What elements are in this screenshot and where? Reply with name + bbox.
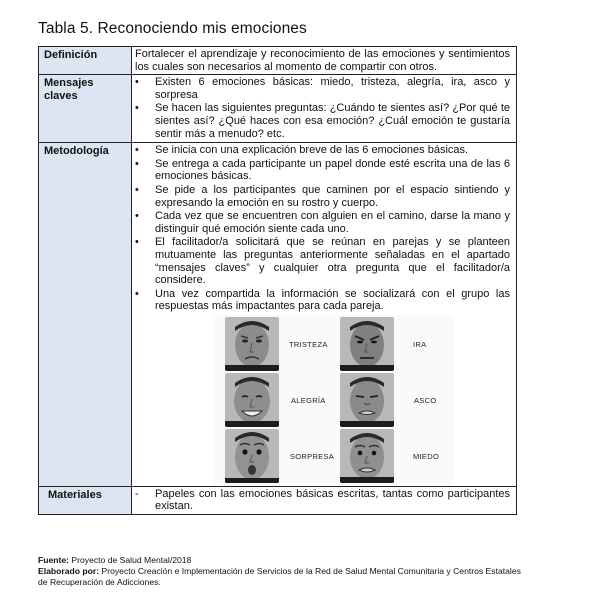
materiales-text: Papeles con las emociones básicas escritas, tantas como participantes existan. bbox=[155, 487, 510, 513]
row-materiales bbox=[39, 486, 517, 514]
label-mensajes-claves: Mensajes claves bbox=[39, 75, 132, 143]
emotion-label-tristeza: TRISTEZA bbox=[289, 339, 328, 349]
row-metodologia bbox=[39, 143, 517, 487]
emotion-label-asco: ASCO bbox=[414, 395, 437, 405]
activity-table bbox=[38, 46, 517, 515]
emotion-label-ira: IRA bbox=[413, 339, 427, 349]
bullet-mark: • bbox=[135, 183, 139, 196]
author-label: Elaborado por: bbox=[38, 566, 100, 576]
label-definicion: Definición bbox=[39, 47, 132, 75]
face-photo-miedo bbox=[340, 429, 394, 483]
materiales-cell bbox=[132, 486, 517, 514]
row-definicion bbox=[39, 47, 517, 75]
table-footer bbox=[38, 555, 528, 588]
list-item bbox=[135, 102, 510, 140]
list-item-text: Se pide a los participantes que caminen por el espacio sintiendo y expresando la emoción en su rostro y cuerpo. bbox=[155, 183, 510, 209]
list-item bbox=[135, 158, 510, 183]
label-metodologia: Metodología bbox=[39, 143, 132, 487]
metodologia-list bbox=[135, 144, 510, 313]
source-text: Proyecto de Salud Mental/2018 bbox=[69, 555, 192, 565]
bullet-mark: • bbox=[135, 102, 139, 115]
bullet-mark: • bbox=[135, 76, 139, 89]
list-item-text: Una vez compartida la información se socializará con el grupo las respuestas más impactantes para cada pareja. bbox=[155, 287, 510, 313]
list-item-text: Cada vez que se encuentren con alguien en el camino, darse la mano y distinguir qué emoción siente cada uno. bbox=[155, 210, 510, 235]
list-item-text: Se hacen las siguientes preguntas: ¿Cuándo te sientes así? ¿Por qué te sientes así? ¿Qué haces con esa emoción? ¿Cuál emoción te gustaría sentir más a menudo? etc. bbox=[155, 102, 510, 140]
metodologia-cell bbox=[132, 143, 517, 487]
bullet-mark: • bbox=[135, 287, 139, 300]
emotion-label-sorpresa: SORPRESA bbox=[290, 451, 335, 461]
materiales-item bbox=[135, 488, 510, 513]
list-item bbox=[135, 288, 510, 313]
emotion-label-alegria: ALEGRÍA bbox=[291, 395, 326, 405]
mensajes-claves-cell bbox=[132, 75, 517, 143]
list-item-text: Se entrega a cada participante un papel donde esté escrita una de las 6 emociones básicas. bbox=[155, 157, 510, 183]
list-item bbox=[135, 76, 510, 101]
list-item bbox=[135, 210, 510, 235]
emotion-faces-figure bbox=[213, 315, 453, 485]
source-line bbox=[38, 555, 528, 566]
table-caption: Tabla 5. Reconociendo mis emociones bbox=[38, 20, 307, 37]
bullet-mark: • bbox=[135, 236, 139, 249]
bullet-mark: • bbox=[135, 210, 139, 223]
list-item bbox=[135, 184, 510, 209]
definicion-text: Fortalecer el aprendizaje y reconocimiento de las emociones y sentimientos los cuales son necesarios al momento de compartir con otros. bbox=[132, 47, 517, 75]
list-item-text: El facilitador/a solicitará que se reúnan en parejas y se planteen mutuamente las preguntas anteriormente señaladas en el apartado “mensajes claves” y cualquier otra pregunta que el facilitador/a considere. bbox=[155, 236, 510, 287]
emotion-label-miedo: MIEDO bbox=[413, 451, 440, 461]
bullet-mark: • bbox=[135, 144, 139, 157]
author-line bbox=[38, 566, 528, 588]
list-item bbox=[135, 144, 510, 157]
mensajes-list bbox=[135, 76, 510, 140]
list-item bbox=[135, 236, 510, 286]
list-item-text: Existen 6 emociones básicas: miedo, tristeza, alegría, ira, asco y sorpresa bbox=[155, 76, 510, 101]
face-photo-sorpresa bbox=[225, 429, 279, 483]
face-photo-tristeza bbox=[225, 317, 279, 371]
list-item-text: Se inicia con una explicación breve de las 6 emociones básicas. bbox=[155, 144, 469, 157]
label-materiales: Materiales bbox=[39, 486, 132, 514]
face-photo-alegria bbox=[225, 373, 279, 427]
author-text: Proyecto Creación e Implementación de Servicios de la Red de Salud Mental Comunitaria y Centros Estatales de Recuperación de Adicciones. bbox=[38, 566, 521, 587]
source-label: Fuente: bbox=[38, 555, 70, 565]
bullet-mark: • bbox=[135, 157, 139, 170]
row-mensajes-claves bbox=[39, 75, 517, 143]
face-photo-asco bbox=[340, 373, 394, 427]
dash-mark: - bbox=[135, 487, 139, 500]
face-photo-ira bbox=[340, 317, 394, 371]
